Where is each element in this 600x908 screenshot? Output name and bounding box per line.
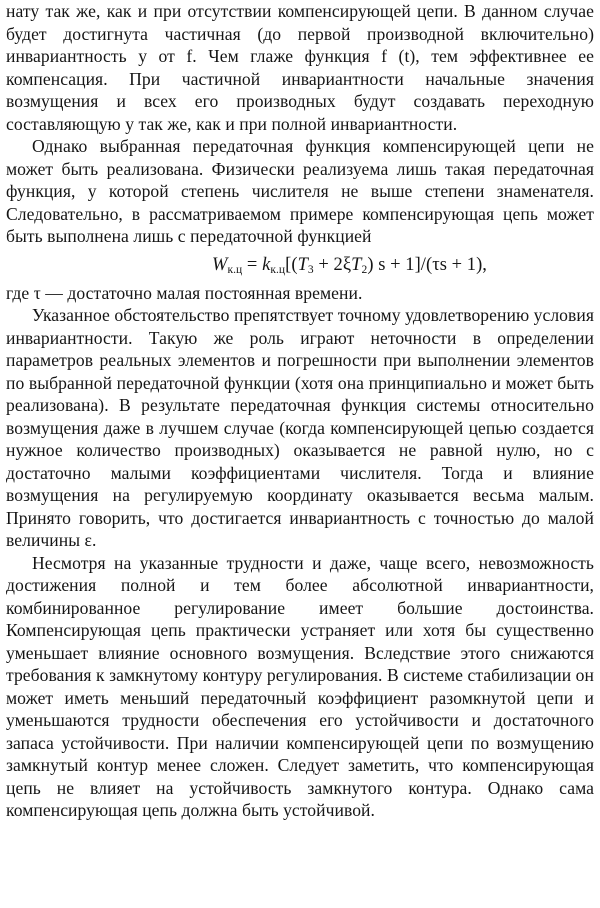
formula-gain: k [262, 254, 271, 275]
formula-t3-subscript: 3 [307, 263, 314, 276]
formula-open: [( [285, 254, 298, 275]
formula-equals: = [242, 254, 263, 275]
transfer-function-formula [6, 253, 594, 277]
formula-plus: + 2 [313, 254, 343, 275]
formula-gain-subscript: к.ц [270, 263, 286, 276]
paragraph-3: где τ — достаточно малая постоянная времени. [6, 282, 363, 303]
formula-close: ) s + 1]/(τs + 1), [367, 254, 487, 275]
formula-t2-subscript: 2 [361, 263, 368, 276]
document-page [6, 0, 594, 822]
formula-t3: T [297, 254, 308, 275]
paragraph-4: Указанное обстоятельство препятствует точному удовлетворению условия инвариантности. Такую же роль играют неточности в определении параметров реальных элементов и погрешности при выполнении элементов по выбранной передаточной функции (хотя она принципиально и может быть реализована). В результате передаточная функция системы относительно возмущения даже в лучшем случае (когда компенсирующей цепью создается нужное количество производных) оказывается не равной нулю, но с достаточно малыми коэффициентами числителя. Тогда и влияние возмущения на регулируемую координату оказывается весьма малым. Принято говорить, что достигается инвариантность с точностью до малой величины ε. [6, 305, 594, 550]
paragraph-2: Однако выбранная передаточная функция компенсирующей цепи не может быть реализована. Физически реализуема лишь такая передаточная функция, у которой степень числителя не выше степени знаменателя. Следовательно, в рассматриваемом примере компенсирующая цепь может быть выполнена лишь с передаточной функцией [6, 136, 594, 246]
formula-lhs: W [212, 254, 228, 275]
formula-t2: T [351, 254, 362, 275]
paragraph-5: Несмотря на указанные трудности и даже, чаще всего, невозможность достижения полной и тем более абсолютной инвариантности, комбинированное регулирование имеет большие достоинства. Компенсирующая цепь практически устраняет или хотя бы существенно уменьшает влияние основного возмущения. Вследствие этого снижаются требования к замкнутому контуру регулирования. В системе стабилизации он может иметь меньший передаточный коэффициент разомкнутой цепи и уменьшаются трудности обеспечения его устойчивости и достаточного запаса устойчивости. При наличии компенсирующей цепи по возмущению замкнутый контур менее сложен. Следует заметить, что компенсирующая цепь не влияет на устойчивость замкнутого контура. Однако сама компенсирующая цепь должна быть устойчивой. [6, 552, 594, 820]
paragraph-1: нату так же, как и при отсутствии компенсирующей цепи. В данном случае будет достигнута частичная (до первой производной включительно) инвариантность y от f. Чем глаже функция f (t), тем эффективнее ее компенсация. При частичной инвариантности начальные значения возмущения и всех его производных будут создавать переходную составляющую y так же, как и при полной инвариантности. [6, 1, 594, 134]
formula-xi: ξ [342, 254, 352, 275]
formula-lhs-subscript: к.ц [227, 263, 243, 276]
